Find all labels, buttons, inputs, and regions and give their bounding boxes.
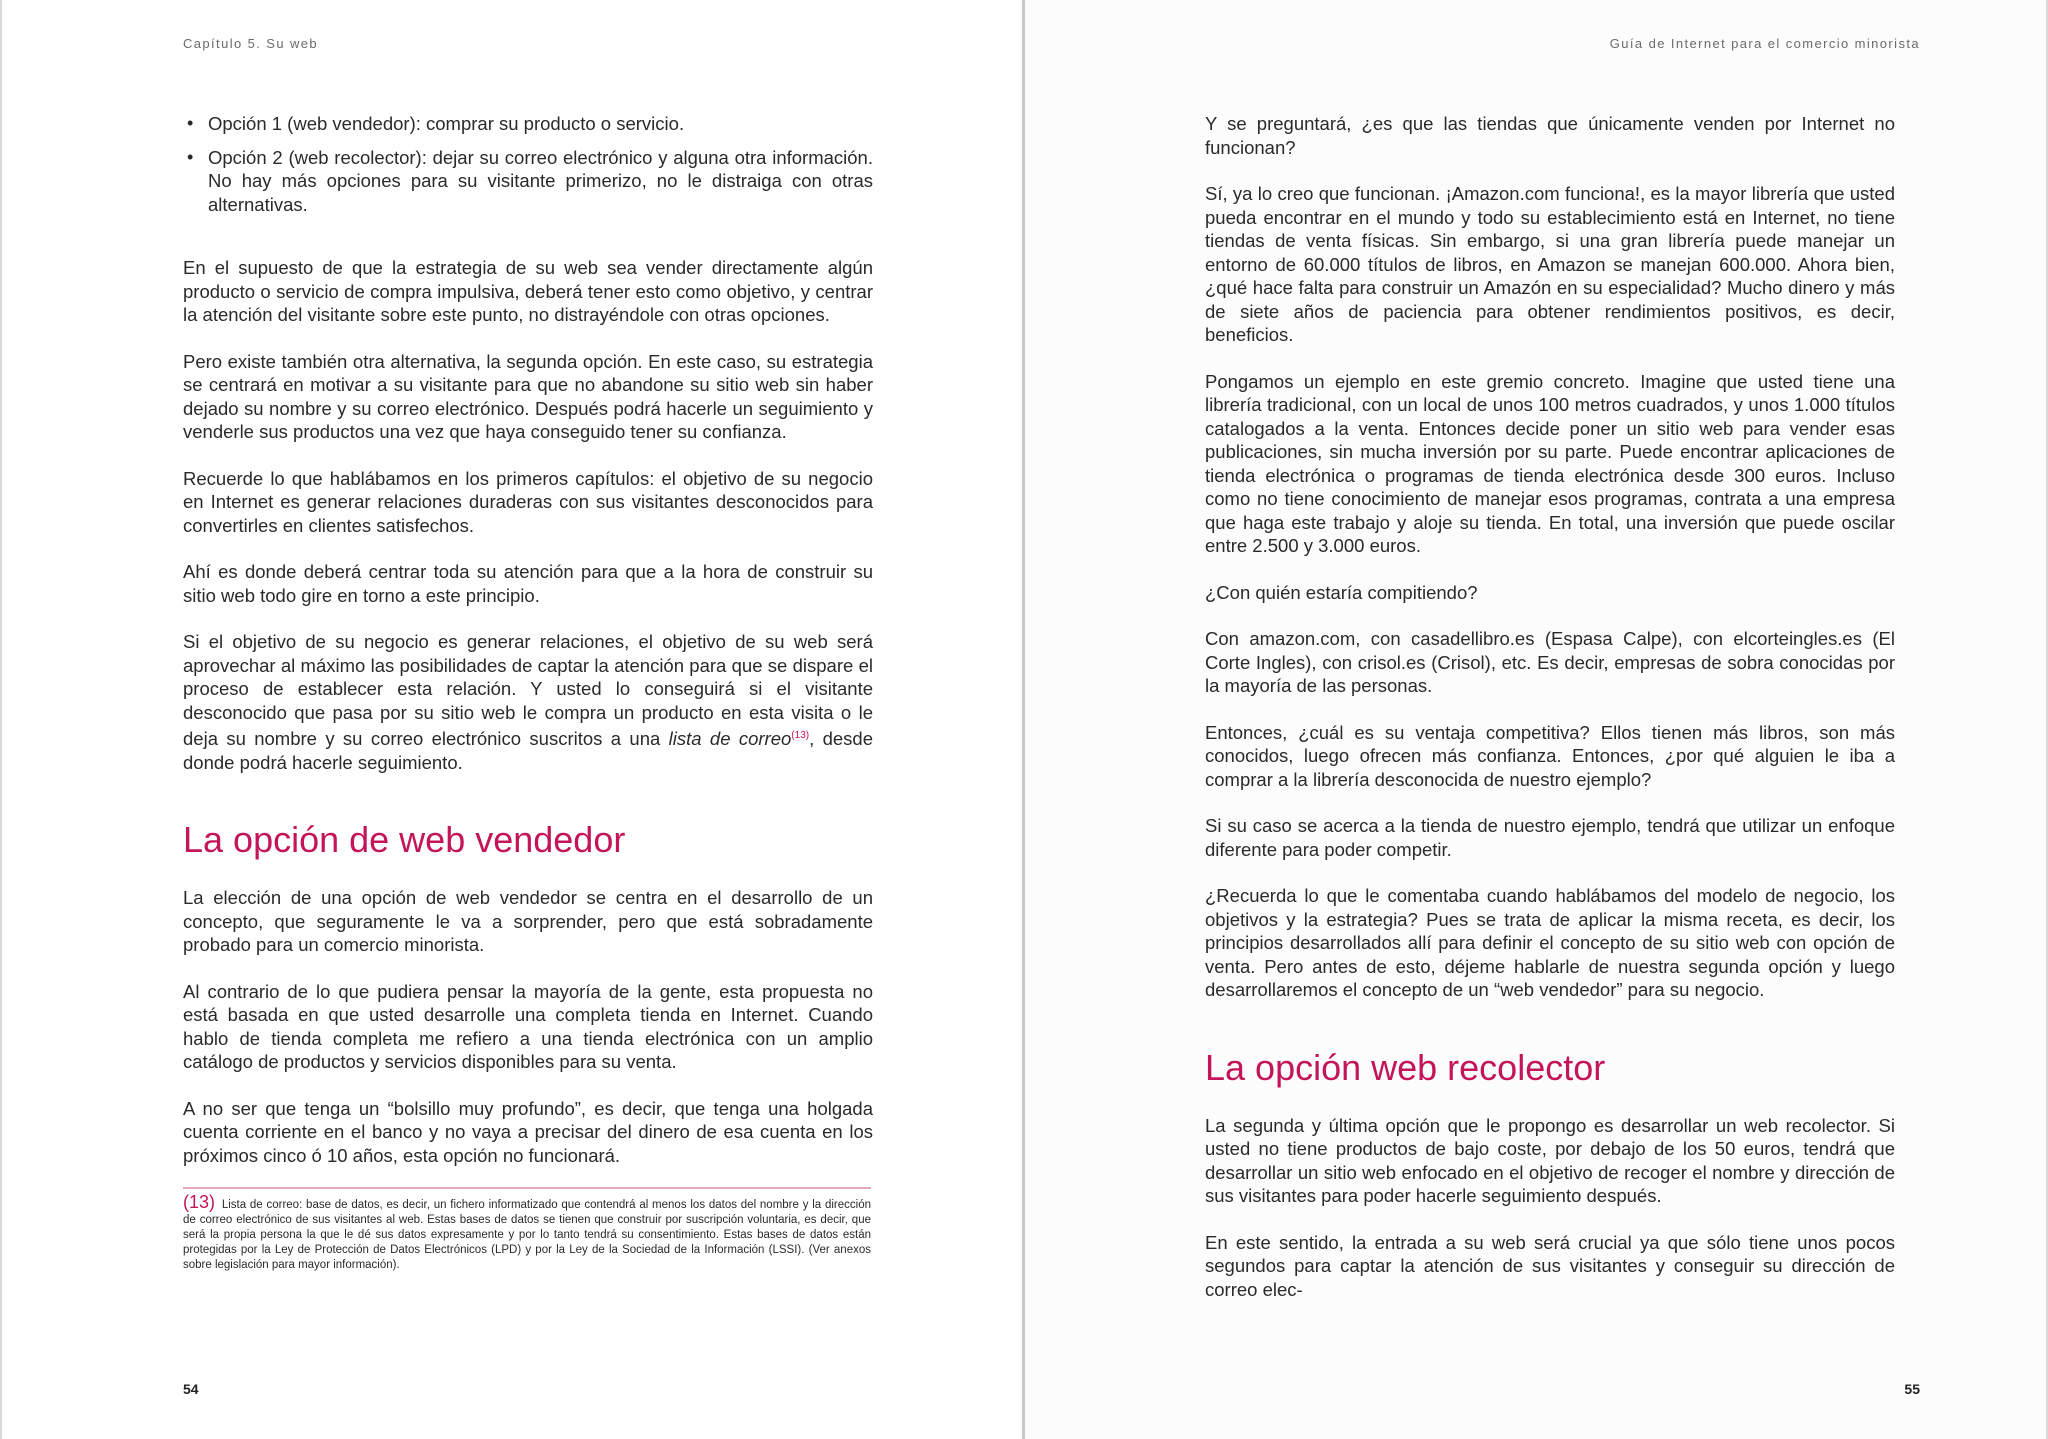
right-page bbox=[1025, 0, 2048, 1439]
paragraph-with-footnote-ref bbox=[183, 630, 873, 774]
paragraph: ¿Recuerda lo que le comentaba cuando hablábamos del modelo de negocio, los objetivos y la estrategia? Pues se trata de aplicar la misma receta, es decir, los principios desarrollados allí para definir el concepto de su sitio web con opción de venta. Pero antes de esto, déjeme hablarle de nuestra segunda opción y luego desarrollaremos el concepto de un “web vendedor” para su negocio. bbox=[1205, 885, 1895, 1000]
footnote-text: Lista de correo: base de datos, es decir, un fichero informatizado que contendrá al menos los datos del nombre y la dirección de correo electrónico de sus visitantes al web. Estas bases de datos se tienen que construir por suscripción voluntaria, es decir, que será la propia persona la que le dé sus datos expresamente y por lo tanto tendrá su consentimiento. Estas bases de datos están protegidas por la Ley de Protección de Datos Electrónicos (LPD) y por la Ley de la Sociedad de la Información (LSSI). (Ver anexos sobre legislación para mayor información). bbox=[183, 1199, 871, 1271]
running-head-left: Capítulo 5. Su web bbox=[183, 36, 319, 51]
list-item-text: Opción 2 (web recolector): dejar su correo electrónico y alguna otra información. No hay más opciones para su visitante primerizo, no le distraiga con otras alternativas. bbox=[208, 146, 873, 215]
options-list bbox=[183, 112, 873, 216]
bullet-icon: • bbox=[187, 146, 194, 167]
footnote bbox=[183, 1192, 871, 1273]
paragraph: Sí, ya lo creo que funcionan. ¡Amazon.com funciona!, es la mayor librería que usted pueda encontrar en el mundo y todo su establecimiento está en Internet, no tiene tiendas de venta físicas. Sin embargo, si una gran librería puede manejar un entorno de 60.000 títulos de libros, en Amazon se manejan 600.000. Ahora bien, ¿qué hace falta para construir un Amazón en su especialidad? Mucho dinero y más de siete años de paciencia para obtener rendimientos positivos, es decir, beneficios. bbox=[1205, 183, 1895, 345]
list-item bbox=[183, 146, 873, 217]
paragraph: Ahí es donde deberá centrar toda su atención para que a la hora de construir su sitio web todo gire en torno a este principio. bbox=[183, 561, 873, 606]
paragraph-text: Si el objetivo de su negocio es generar relaciones, el objetivo de su web será aprovechar al máximo las posibilidades de captar la atención para que se dispare el proceso de establecer esta relación. Y usted lo conseguirá si el visitante desconocido que pasa por su sitio web le compra un producto en esta visita o le deja su nombre y su correo electrónico suscritos a una bbox=[183, 631, 873, 749]
list-item bbox=[183, 112, 873, 136]
page-number-right: 55 bbox=[1904, 1381, 1920, 1397]
paragraph: ¿Con quién estaría compitiendo? bbox=[1205, 581, 1478, 603]
paragraph: La elección de una opción de web vendedor se centra en el desarrollo de un concepto, que seguramente le va a sorprender, pero que está sobradamente probado para un comercio minorista. bbox=[183, 887, 873, 955]
footnote-number: (13) bbox=[183, 1192, 216, 1212]
paragraph: Entonces, ¿cuál es su ventaja competitiva? Ellos tienen más libros, son más conocidos, luego ofrecen más confianza. Entonces, ¿por qué alguien le iba a comprar a la librería desconocida de nuestro ejemplo? bbox=[1205, 721, 1895, 790]
paragraph: Pero existe también otra alternativa, la segunda opción. En este caso, su estrategia se centrará en motivar a su visitante para que no abandone su sitio web sin haber dejado su nombre y su correo electrónico. Después podrá hacerle un seguimiento y venderle sus productos una vez que haya conseguido tener su confianza. bbox=[183, 350, 873, 442]
paragraph: A no ser que tenga un “bolsillo muy profundo”, es decir, que tenga una holgada cuenta corriente en el banco y no vaya a precisar del dinero de esa cuenta en los próximos cinco ó 10 años, esta opción no funcionará. bbox=[183, 1097, 873, 1166]
paragraph: Pongamos un ejemplo en este gremio concreto. Imagine que usted tiene una librería tradicional, con un local de unos 100 metros cuadrados, y unos 1.000 títulos catalogados a la venta. Entonces decide poner un sitio web para vender esas publicaciones, sin mucha inversión por su parte. Puede encontrar aplicaciones de tienda electrónica o programas de tienda electrónica desde 300 euros. Incluso como no tiene conocimiento de manejar esos programas, contrata a una empresa que haga este trabajo y aloje su tienda. En total, una inversión que puede oscilar entre 2.500 y 3.000 euros. bbox=[1205, 370, 1895, 556]
running-head-right: Guía de Internet para el comercio minorista bbox=[1609, 36, 1920, 51]
paragraph: Recuerde lo que hablábamos en los primeros capítulos: el objetivo de su negocio en Internet es generar relaciones duraderas con sus visitantes desconocidos para convertirles en clientes satisfechos. bbox=[183, 467, 873, 536]
bullet-icon: • bbox=[187, 113, 194, 133]
list-item-text: Opción 1 (web vendedor): comprar su producto o servicio. bbox=[208, 113, 685, 134]
paragraph: En el supuesto de que la estrategia de su web sea vender directamente algún producto o servicio de compra impulsiva, deberá tener esto como objetivo, y centrar la atención del visitante sobre este punto, no distrayéndole con otras opciones. bbox=[183, 257, 873, 325]
left-body bbox=[183, 112, 873, 1190]
italic-term: lista de correo bbox=[668, 728, 792, 749]
paragraph: Con amazon.com, con casadellibro.es (Espasa Calpe), con elcorteingles.es (El Corte Ingles), con crisol.es (Crisol), etc. Es decir, empresas de sobra conocidas por la mayoría de las personas. bbox=[1205, 628, 1895, 696]
section-heading-web-vendedor: La opción de web vendedor bbox=[183, 819, 626, 860]
footnote-reference[interactable]: (13) bbox=[791, 730, 810, 741]
footnote-divider bbox=[183, 1187, 871, 1189]
paragraph: Y se preguntará, ¿es que las tiendas que únicamente venden por Internet no funcionan? bbox=[1205, 113, 1895, 158]
left-page bbox=[0, 0, 1022, 1439]
right-body bbox=[1205, 112, 1895, 1324]
page-number-left: 54 bbox=[183, 1381, 199, 1397]
paragraph: La segunda y última opción que le propongo es desarrollar un web recolector. Si usted no tiene productos de bajo coste, por debajo de los 50 euros, tendrá que desarrollar un sitio web enfocado en el objetivo de recoger el nombre y dirección de sus visitantes para poder hacerle seguimiento después. bbox=[1205, 1114, 1895, 1206]
paragraph: En este sentido, la entrada a su web será crucial ya que sólo tiene unos pocos segundos para captar la atención de sus visitantes y conseguir su dirección de correo elec- bbox=[1205, 1231, 1895, 1300]
section-heading-web-recolector: La opción web recolector bbox=[1205, 1046, 1606, 1088]
paragraph: Si su caso se acerca a la tienda de nuestro ejemplo, tendrá que utilizar un enfoque diferente para poder competir. bbox=[1205, 815, 1895, 860]
paragraph-text: , desde donde podrá hacerle seguimiento. bbox=[183, 728, 873, 773]
paragraph: Al contrario de lo que pudiera pensar la mayoría de la gente, esta propuesta no está basada en que usted desarrolle una completa tienda en Internet. Cuando hablo de tienda completa me refiero a una tienda electrónica con un amplio catálogo de productos y servicios disponibles para su venta. bbox=[183, 980, 873, 1072]
